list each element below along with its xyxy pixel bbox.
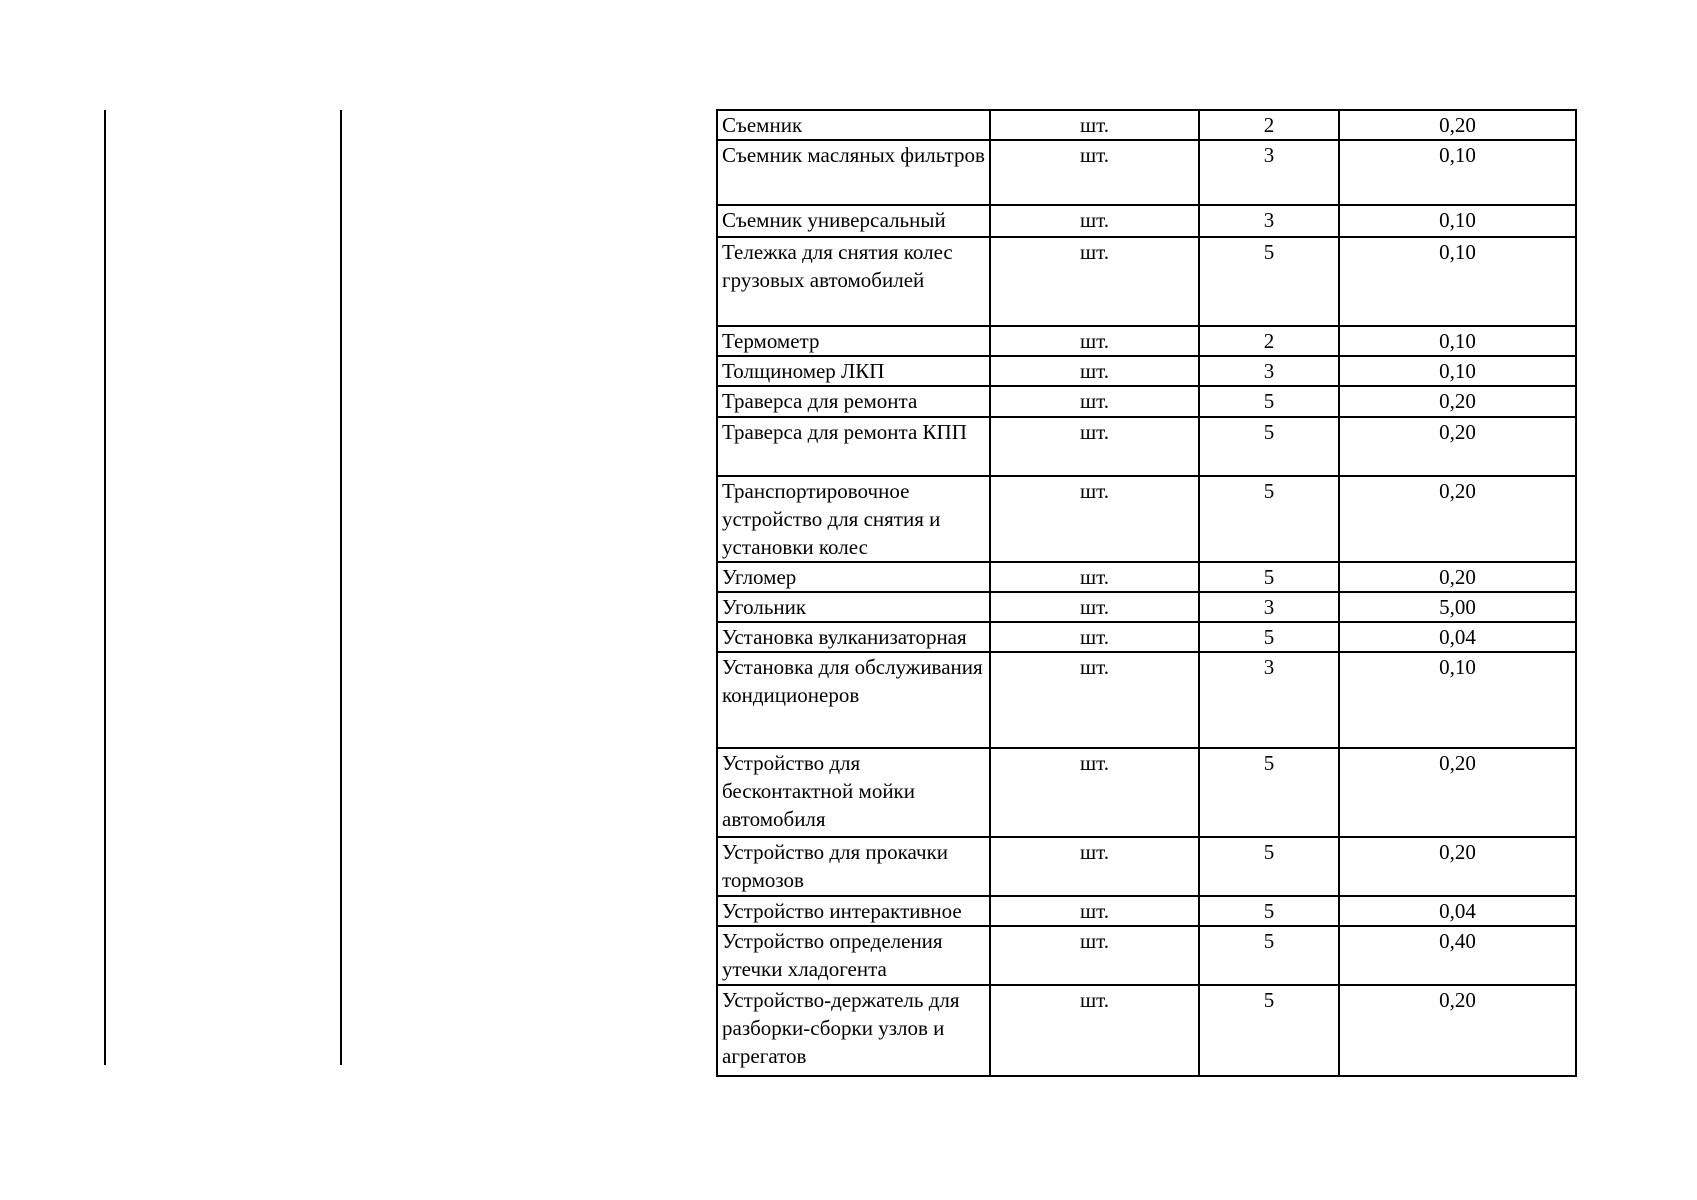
- unit-cell: шт.: [990, 592, 1199, 622]
- equipment-table: [716, 109, 1577, 1077]
- value-cell: 0,20: [1339, 562, 1576, 592]
- unit-cell: шт.: [990, 110, 1199, 140]
- left-margin-rule: [104, 110, 106, 1065]
- unit-cell: шт.: [990, 476, 1199, 562]
- item-name-cell: Транспортировочное устройство для снятия и установки колес: [717, 476, 990, 562]
- quantity-cell: 3: [1199, 652, 1339, 748]
- table-row: [717, 837, 1576, 896]
- unit-cell: шт.: [990, 386, 1199, 417]
- quantity-cell: 5: [1199, 926, 1339, 985]
- unit-cell: шт.: [990, 356, 1199, 386]
- table-row: [717, 326, 1576, 356]
- item-name-cell: Угольник: [717, 592, 990, 622]
- unit-cell: шт.: [990, 652, 1199, 748]
- table-row: [717, 562, 1576, 592]
- quantity-cell: 5: [1199, 622, 1339, 652]
- item-name-cell: Установка для обслуживания кондиционеров: [717, 652, 990, 748]
- value-cell: 0,04: [1339, 622, 1576, 652]
- unit-cell: шт.: [990, 562, 1199, 592]
- unit-cell: шт.: [990, 205, 1199, 237]
- value-cell: 0,20: [1339, 417, 1576, 476]
- unit-cell: шт.: [990, 622, 1199, 652]
- table-row: [717, 896, 1576, 926]
- value-cell: 0,20: [1339, 985, 1576, 1076]
- value-cell: 0,20: [1339, 837, 1576, 896]
- item-name-cell: Угломер: [717, 562, 990, 592]
- unit-cell: шт.: [990, 748, 1199, 837]
- table-row: [717, 926, 1576, 985]
- value-cell: 5,00: [1339, 592, 1576, 622]
- unit-cell: шт.: [990, 237, 1199, 326]
- quantity-cell: 3: [1199, 356, 1339, 386]
- value-cell: 0,10: [1339, 237, 1576, 326]
- item-name-cell: Траверса для ремонта КПП: [717, 417, 990, 476]
- value-cell: 0,20: [1339, 110, 1576, 140]
- item-name-cell: Съемник универсальный: [717, 205, 990, 237]
- value-cell: 0,04: [1339, 896, 1576, 926]
- item-name-cell: Съемник: [717, 110, 990, 140]
- table-row: [717, 356, 1576, 386]
- table-row: [717, 476, 1576, 562]
- value-cell: 0,10: [1339, 140, 1576, 205]
- item-name-cell: Устройство интерактивное: [717, 896, 990, 926]
- quantity-cell: 5: [1199, 985, 1339, 1076]
- unit-cell: шт.: [990, 985, 1199, 1076]
- quantity-cell: 3: [1199, 205, 1339, 237]
- table-row: [717, 237, 1576, 326]
- quantity-cell: 2: [1199, 110, 1339, 140]
- value-cell: 0,10: [1339, 652, 1576, 748]
- table-row: [717, 110, 1576, 140]
- item-name-cell: Устройство для бесконтактной мойки автомобиля: [717, 748, 990, 837]
- value-cell: 0,20: [1339, 476, 1576, 562]
- table-row: [717, 386, 1576, 417]
- table-row: [717, 652, 1576, 748]
- item-name-cell: Устройство-держатель для разборки-сборки узлов и агрегатов: [717, 985, 990, 1076]
- quantity-cell: 3: [1199, 592, 1339, 622]
- equipment-table-body: [717, 110, 1576, 1076]
- table-row: [717, 592, 1576, 622]
- unit-cell: шт.: [990, 326, 1199, 356]
- quantity-cell: 5: [1199, 562, 1339, 592]
- item-name-cell: Установка вулканизаторная: [717, 622, 990, 652]
- quantity-cell: 5: [1199, 237, 1339, 326]
- table-row: [717, 985, 1576, 1076]
- value-cell: 0,20: [1339, 748, 1576, 837]
- table-row: [717, 622, 1576, 652]
- unit-cell: шт.: [990, 140, 1199, 205]
- table-row: [717, 417, 1576, 476]
- quantity-cell: 5: [1199, 386, 1339, 417]
- table-row: [717, 748, 1576, 837]
- item-name-cell: Съемник масляных фильтров: [717, 140, 990, 205]
- item-name-cell: Устройство определения утечки хладогента: [717, 926, 990, 985]
- quantity-cell: 5: [1199, 748, 1339, 837]
- quantity-cell: 2: [1199, 326, 1339, 356]
- table-row: [717, 140, 1576, 205]
- item-name-cell: Тележка для снятия колес грузовых автомобилей: [717, 237, 990, 326]
- item-name-cell: Термометр: [717, 326, 990, 356]
- unit-cell: шт.: [990, 926, 1199, 985]
- left-column-rule: [340, 110, 342, 1065]
- quantity-cell: 3: [1199, 140, 1339, 205]
- value-cell: 0,10: [1339, 205, 1576, 237]
- quantity-cell: 5: [1199, 837, 1339, 896]
- unit-cell: шт.: [990, 837, 1199, 896]
- item-name-cell: Устройство для прокачки тормозов: [717, 837, 990, 896]
- item-name-cell: Траверса для ремонта: [717, 386, 990, 417]
- table-row: [717, 205, 1576, 237]
- unit-cell: шт.: [990, 896, 1199, 926]
- quantity-cell: 5: [1199, 896, 1339, 926]
- value-cell: 0,10: [1339, 356, 1576, 386]
- value-cell: 0,10: [1339, 326, 1576, 356]
- quantity-cell: 5: [1199, 417, 1339, 476]
- value-cell: 0,40: [1339, 926, 1576, 985]
- value-cell: 0,20: [1339, 386, 1576, 417]
- unit-cell: шт.: [990, 417, 1199, 476]
- quantity-cell: 5: [1199, 476, 1339, 562]
- item-name-cell: Толщиномер ЛКП: [717, 356, 990, 386]
